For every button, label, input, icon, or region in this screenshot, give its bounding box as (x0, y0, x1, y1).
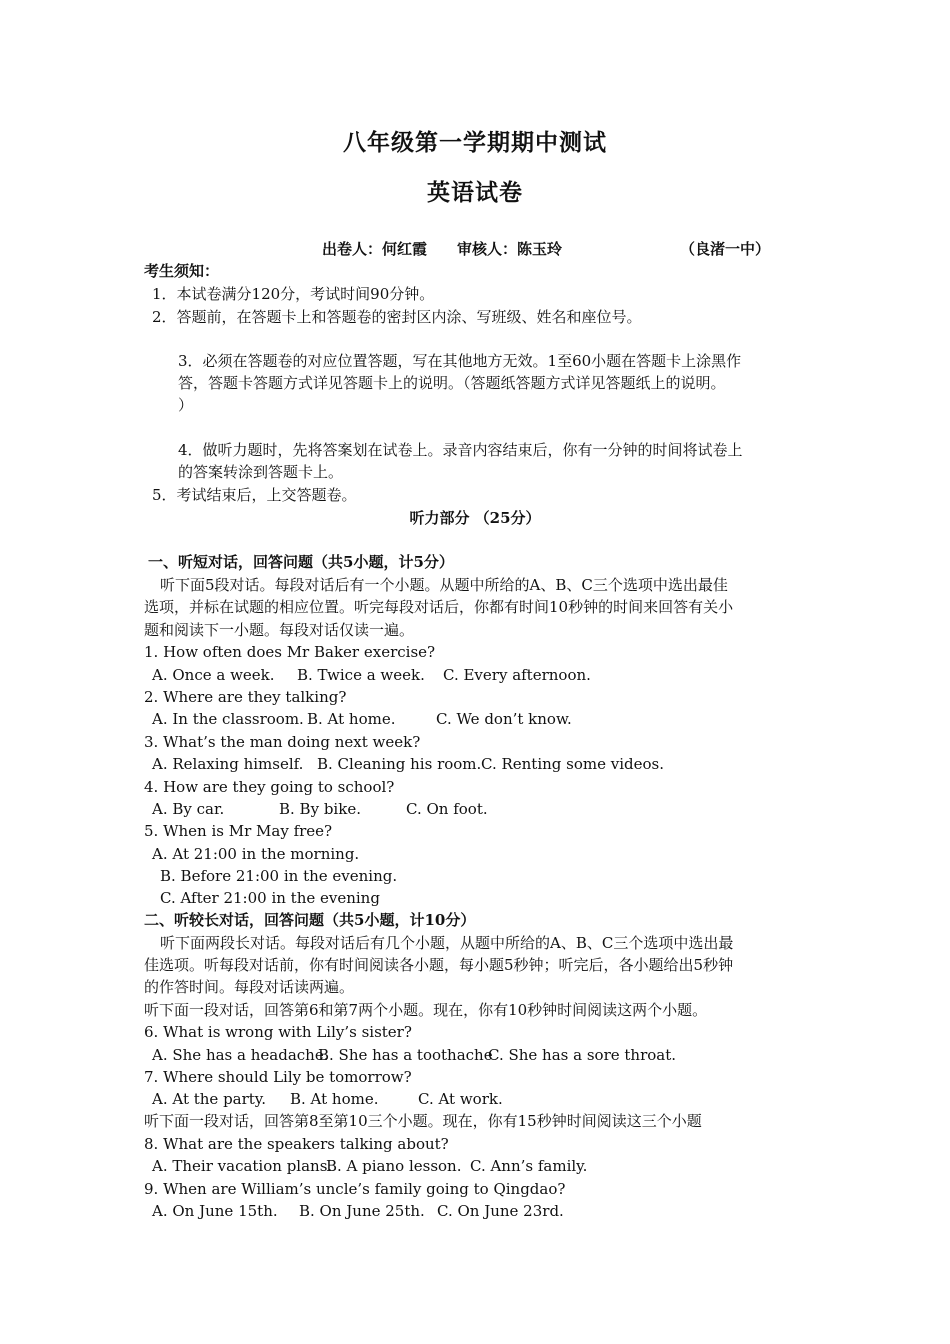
option-b: B. At home. (290, 1090, 379, 1108)
question-text: 5. When is Mr May free? (144, 822, 333, 840)
question-text: 7. Where should Lily be tomorrow? (144, 1068, 412, 1086)
option-c: C. She has a sore throat. (488, 1046, 677, 1064)
notice-item: 5．考试结束后，上交答题卷。 (152, 486, 357, 504)
dialog-instruction: 听下面一段对话，回答第8至第10三个小题。现在，你有15秒钟时间阅读这三个小题 (144, 1112, 702, 1130)
option-a: A. In the classroom. (152, 710, 304, 728)
question-text: 6. What is wrong with Lily’s sister? (144, 1023, 412, 1041)
part1-heading: 一、听短对话，回答问题（共5小题，计5分） (148, 553, 454, 571)
question-text: 4. How are they going to school? (144, 778, 395, 796)
school-name: （良渚一中） (680, 240, 771, 258)
option-c: C. Renting some videos. (481, 755, 665, 773)
option-a: A. At 21:00 in the morning. (152, 845, 360, 863)
notice-item: 的答案转涂到答题卡上。 (178, 463, 344, 481)
part2-intro: 佳选项。听每段对话前，你有时间阅读各小题，每小题5秒钟；听完后，各小题给出5秒钟 (144, 956, 734, 974)
option-c: C. On June 23rd. (437, 1202, 564, 1220)
dialog-instruction: 听下面一段对话，回答第6和第7两个小题。现在，你有10秒钟时间阅读这两个小题。 (144, 1001, 708, 1019)
option-c: C. Ann’s family. (470, 1157, 588, 1175)
option-b: B. Twice a week. (297, 666, 425, 684)
option-b: B. A piano lesson. (326, 1157, 462, 1175)
option-c: C. We don’t know. (436, 710, 572, 728)
option-b: B. She has a toothache (318, 1046, 493, 1064)
question-text: 2. Where are they talking? (144, 688, 347, 706)
option-a: A. On June 15th. (152, 1202, 278, 1220)
option-b: B. By bike. (279, 800, 361, 818)
part2-intro: 的作答时间。每段对话读两遍。 (144, 978, 355, 996)
notice-item: 答，答题卡答题方式详见答题卡上的说明。（答题纸答题方式详见答题纸上的说明。 (178, 374, 726, 392)
option-a: A. By car. (152, 800, 225, 818)
option-c: C. On foot. (406, 800, 488, 818)
option-a: A. Their vacation plans. (152, 1157, 333, 1175)
question-text: 8. What are the speakers talking about? (144, 1135, 449, 1153)
question-text: 9. When are William’s uncle’s family going to Qingdao? (144, 1180, 566, 1198)
part2-heading: 二、听较长对话，回答问题（共5小题，计10分） (144, 911, 476, 929)
option-a: A. At the party. (152, 1090, 267, 1108)
option-b: B. Before 21:00 in the evening. (160, 867, 398, 885)
exam-title: 八年级第一学期期中测试 (343, 129, 607, 156)
question-text: 1. How often does Mr Baker exercise? (144, 643, 436, 661)
listening-section-title: 听力部分 （25分） (409, 509, 541, 527)
exam-subtitle: 英语试卷 (427, 179, 523, 206)
option-a: A. Once a week. (152, 666, 275, 684)
part1-intro: 题和阅读下一小题。每段对话仅读一遍。 (144, 621, 415, 639)
part1-intro: 选项，并标在试题的相应位置。听完每段对话后，你都有时间10秒钟的时间来回答有关小 (144, 598, 734, 616)
notice-item: 2．答题前，在答题卡上和答题卷的密封区内涂、写班级、姓名和座位号。 (152, 308, 642, 326)
option-a: A. She has a headache. (152, 1046, 329, 1064)
question-text: 3. What’s the man doing next week? (144, 733, 421, 751)
option-c: C. At work. (418, 1090, 503, 1108)
authors-line: 出卷人：何红霞 审核人：陈玉玲 (322, 240, 563, 258)
notice-item: 4．做听力题时，先将答案划在试卷上。录音内容结束后，你有一分钟的时间将试卷上 (178, 441, 743, 459)
option-b: B. At home. (307, 710, 396, 728)
notice-item: 1．本试卷满分120分，考试时间90分钟。 (152, 285, 435, 303)
notice-heading: 考生须知： (144, 262, 220, 280)
option-a: A. Relaxing himself. (152, 755, 304, 773)
option-c: C. After 21:00 in the evening (160, 889, 380, 907)
option-c: C. Every afternoon. (443, 666, 591, 684)
part1-intro: 听下面5段对话。每段对话后有一个小题。从题中所给的A、B、C三个选项中选出最佳 (160, 576, 728, 594)
notice-item: 3．必须在答题卷的对应位置答题，写在其他地方无效。1至60小题在答题卡上涂黑作 (178, 352, 742, 370)
option-b: B. Cleaning his room. (317, 755, 482, 773)
option-b: B. On June 25th. (299, 1202, 425, 1220)
notice-item: ） (178, 396, 194, 414)
part2-intro: 听下面两段长对话。每段对话后有几个小题，从题中所给的A、B、C三个选项中选出最 (160, 934, 734, 952)
